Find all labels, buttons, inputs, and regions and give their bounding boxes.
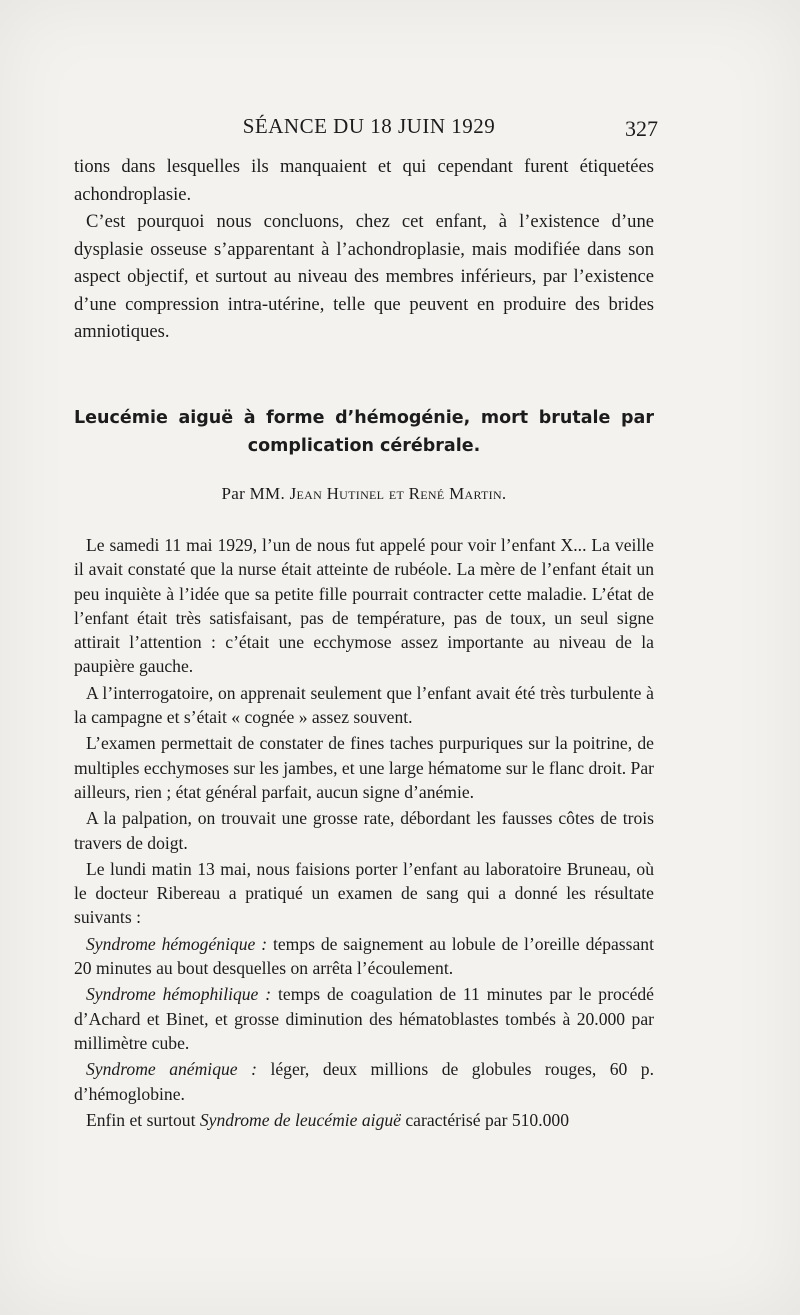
paragraph: tions dans lesquelles ils manquaient et qui cependant furent étiquetées achondroplasie.	[74, 156, 654, 205]
article-title-line-1	[74, 404, 654, 432]
title-word: aiguë	[178, 408, 234, 428]
paragraph: C’est pourquoi nous concluons, chez cet enfant, à l’existence d’une dysplasie osseuse s’apparentant à l’achondroplasie, mais modifiée dans son aspect objectif, et surtout au niveau des membres inférieurs, par l’existence d’une compression intra-utérine, telle que peuvent en produire des brides amniotiques.	[74, 211, 654, 342]
title-word: par	[621, 408, 654, 428]
paragraph: Le lundi matin 13 mai, nous faisions porter l’enfant au laboratoire Bruneau, où le docteur Ribereau a pratiqué un examen de sang qui a donné les résultate suivants :	[74, 858, 654, 928]
syndrome-label: Syndrome de leucémie aiguë	[199, 1109, 401, 1130]
page-number: 327	[625, 116, 658, 141]
paragraph-text: caractérisé par 510.000	[400, 1109, 570, 1130]
authors: Jean Hutinel et René Martin.	[289, 484, 507, 503]
running-header	[80, 114, 658, 144]
paragraph-text: temps de saignement au lobule de l’oreille dépassant 20 minutes au bout desquelles on arrêta l’écoulement.	[74, 933, 654, 979]
title-word: forme	[266, 408, 325, 428]
paragraph-text: temps de coagulation de 11 minutes par le procédé d’Achard et Binet, et grosse diminution des hématoblastes tombés à 20.000 par millimètre cube.	[74, 984, 654, 1053]
title-word: d’hémogénie,	[335, 408, 471, 428]
paragraph: A l’interrogatoire, on apprenait seulement que l’enfant avait été très turbulente à la campagne et s’était « cognée » assez souvent.	[74, 682, 654, 728]
running-title: SÉANCE DU 18 JUIN 1929	[242, 114, 496, 138]
intro-text	[74, 153, 654, 346]
title-word: brutale	[538, 408, 611, 428]
paragraph	[74, 932, 654, 981]
syndrome-label: Syndrome anémique :	[86, 1059, 257, 1080]
title-word: mort	[480, 408, 529, 428]
article-body	[74, 533, 654, 1132]
paragraph: A la palpation, on trouvait une grosse rate, débordant les fausses côtes de trois travers de doigt.	[74, 808, 654, 853]
paragraph: L’examen permettait de constater de fines taches purpuriques sur la poitrine, de multiples ecchymoses sur les jambes, et une large hématome sur le flanc droit. Par ailleurs, rien ; état général parfait, aucun signe d’anémie.	[74, 733, 654, 802]
paragraph-text: léger, deux millions de globules rouges, 60 p. d’hémoglobine.	[74, 1059, 654, 1104]
paragraph: Le samedi 11 mai 1929, l’un de nous fut appelé pour voir l’enfant X... La veille il avait constaté que la nurse était atteinte de rubéole. La mère de l’enfant était un peu inquiète à l’idée que sa petite fille pourrait contracter cette maladie. L’état de l’enfant était très satisfaisant, pas de température, pas de toux, un seul signe attirait l’attention : c’était une ecchymose assez importante au niveau de la paupière gauche.	[74, 535, 654, 677]
title-word: à	[243, 408, 256, 428]
byline	[74, 484, 654, 504]
paragraph-text: Enfin et surtout	[86, 1109, 200, 1130]
title-word: Leucémie	[74, 408, 168, 428]
article-title	[74, 404, 654, 460]
paragraph	[74, 1108, 654, 1132]
byline-prefix: Par MM.	[221, 484, 286, 503]
paragraph	[74, 982, 654, 1055]
article-title-line-2: complication cérébrale.	[247, 436, 481, 456]
syndrome-label: Syndrome hémogénique :	[86, 933, 268, 954]
paragraph	[74, 1057, 654, 1106]
syndrome-label: Syndrome hémophilique :	[86, 984, 272, 1005]
